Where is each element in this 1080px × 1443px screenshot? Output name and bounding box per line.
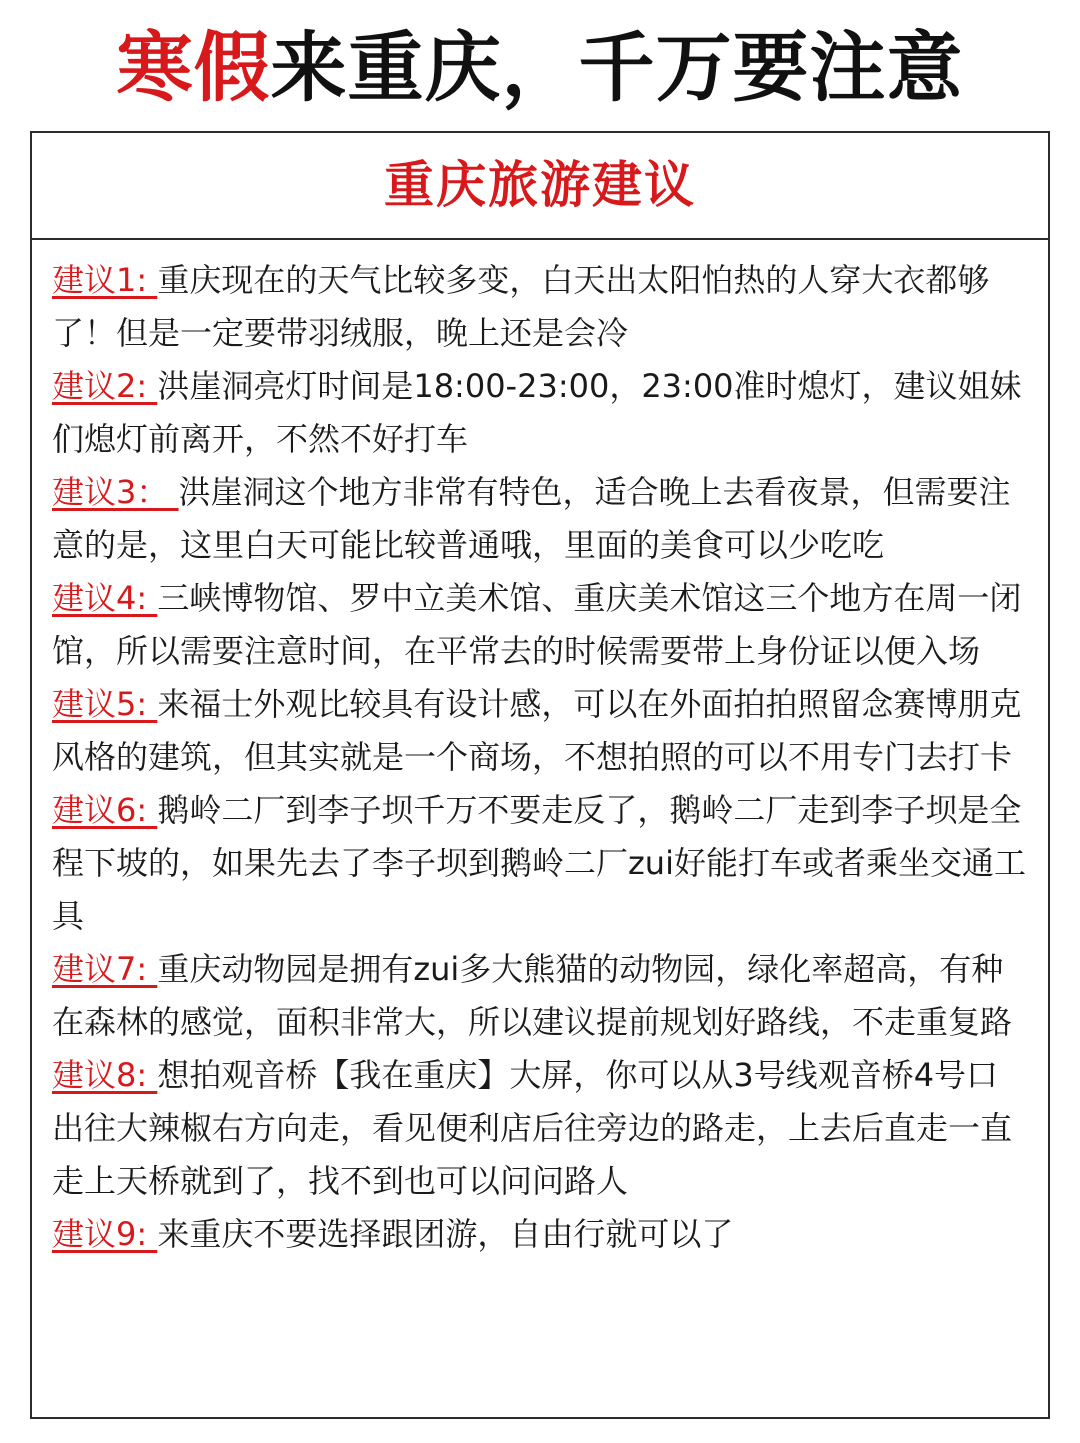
tip-7 <box>52 943 1028 1049</box>
tip-label: 建议7: <box>52 950 158 988</box>
page-title <box>0 18 1080 118</box>
tip-2 <box>52 360 1028 466</box>
tip-label: 建议5: <box>52 685 158 723</box>
tip-1 <box>52 254 1028 360</box>
tips-box-title: 重庆旅游建议 <box>32 133 1048 240</box>
tip-label: 建议4: <box>52 579 158 617</box>
tip-label: 建议3： <box>52 473 179 511</box>
tip-text: 三峡博物馆、罗中立美术馆、重庆美术馆这三个地方在周一闭馆，所以需要注意时间，在平常去的时候需要带上身份证以便入场 <box>52 579 1022 670</box>
tips-box <box>30 131 1050 1419</box>
tip-label: 建议6: <box>52 791 158 829</box>
page-title-accent: 寒假 <box>116 23 271 112</box>
tip-3 <box>52 466 1028 572</box>
tip-label: 建议1: <box>52 261 158 299</box>
tip-label: 建议9: <box>52 1215 158 1253</box>
tip-label: 建议8: <box>52 1056 158 1094</box>
tip-text: 洪崖洞这个地方非常有特色，适合晚上去看夜景，但需要注意的是，这里白天可能比较普通哦，里面的美食可以少吃吃 <box>52 473 1011 564</box>
page-title-rest: 来重庆，千万要注意 <box>270 23 964 112</box>
tips-list <box>32 240 1048 1261</box>
tip-5 <box>52 678 1028 784</box>
tip-8 <box>52 1049 1028 1208</box>
tip-9 <box>52 1208 1028 1261</box>
tip-text: 想拍观音桥【我在重庆】大屏，你可以从3号线观音桥4号口出往大辣椒右方向走，看见便利店后往旁边的路走，上去后直走一直走上天桥就到了，找不到也可以问问路人 <box>52 1056 1013 1200</box>
tip-label: 建议2: <box>52 367 158 405</box>
tip-text: 来福士外观比较具有设计感，可以在外面拍拍照留念赛博朋克风格的建筑，但其实就是一个商场，不想拍照的可以不用专门去打卡 <box>52 685 1022 776</box>
tip-4 <box>52 572 1028 678</box>
tip-6 <box>52 784 1028 943</box>
tip-text: 来重庆不要选择跟团游，自由行就可以了 <box>157 1215 734 1253</box>
tip-text: 鹅岭二厂到李子坝千万不要走反了，鹅岭二厂走到李子坝是全程下坡的，如果先去了李子坝到鹅岭二厂zui好能打车或者乘坐交通工具 <box>52 791 1026 935</box>
tip-text: 洪崖洞亮灯时间是18:00-23:00，23:00准时熄灯，建议姐妹们熄灯前离开，不然不好打车 <box>52 367 1022 458</box>
tip-text: 重庆现在的天气比较多变，白天出太阳怕热的人穿大衣都够了！但是一定要带羽绒服，晚上还是会冷 <box>52 261 990 352</box>
tip-text: 重庆动物园是拥有zui多大熊猫的动物园，绿化率超高，有种在森林的感觉，面积非常大，所以建议提前规划好路线，不走重复路 <box>52 950 1013 1041</box>
